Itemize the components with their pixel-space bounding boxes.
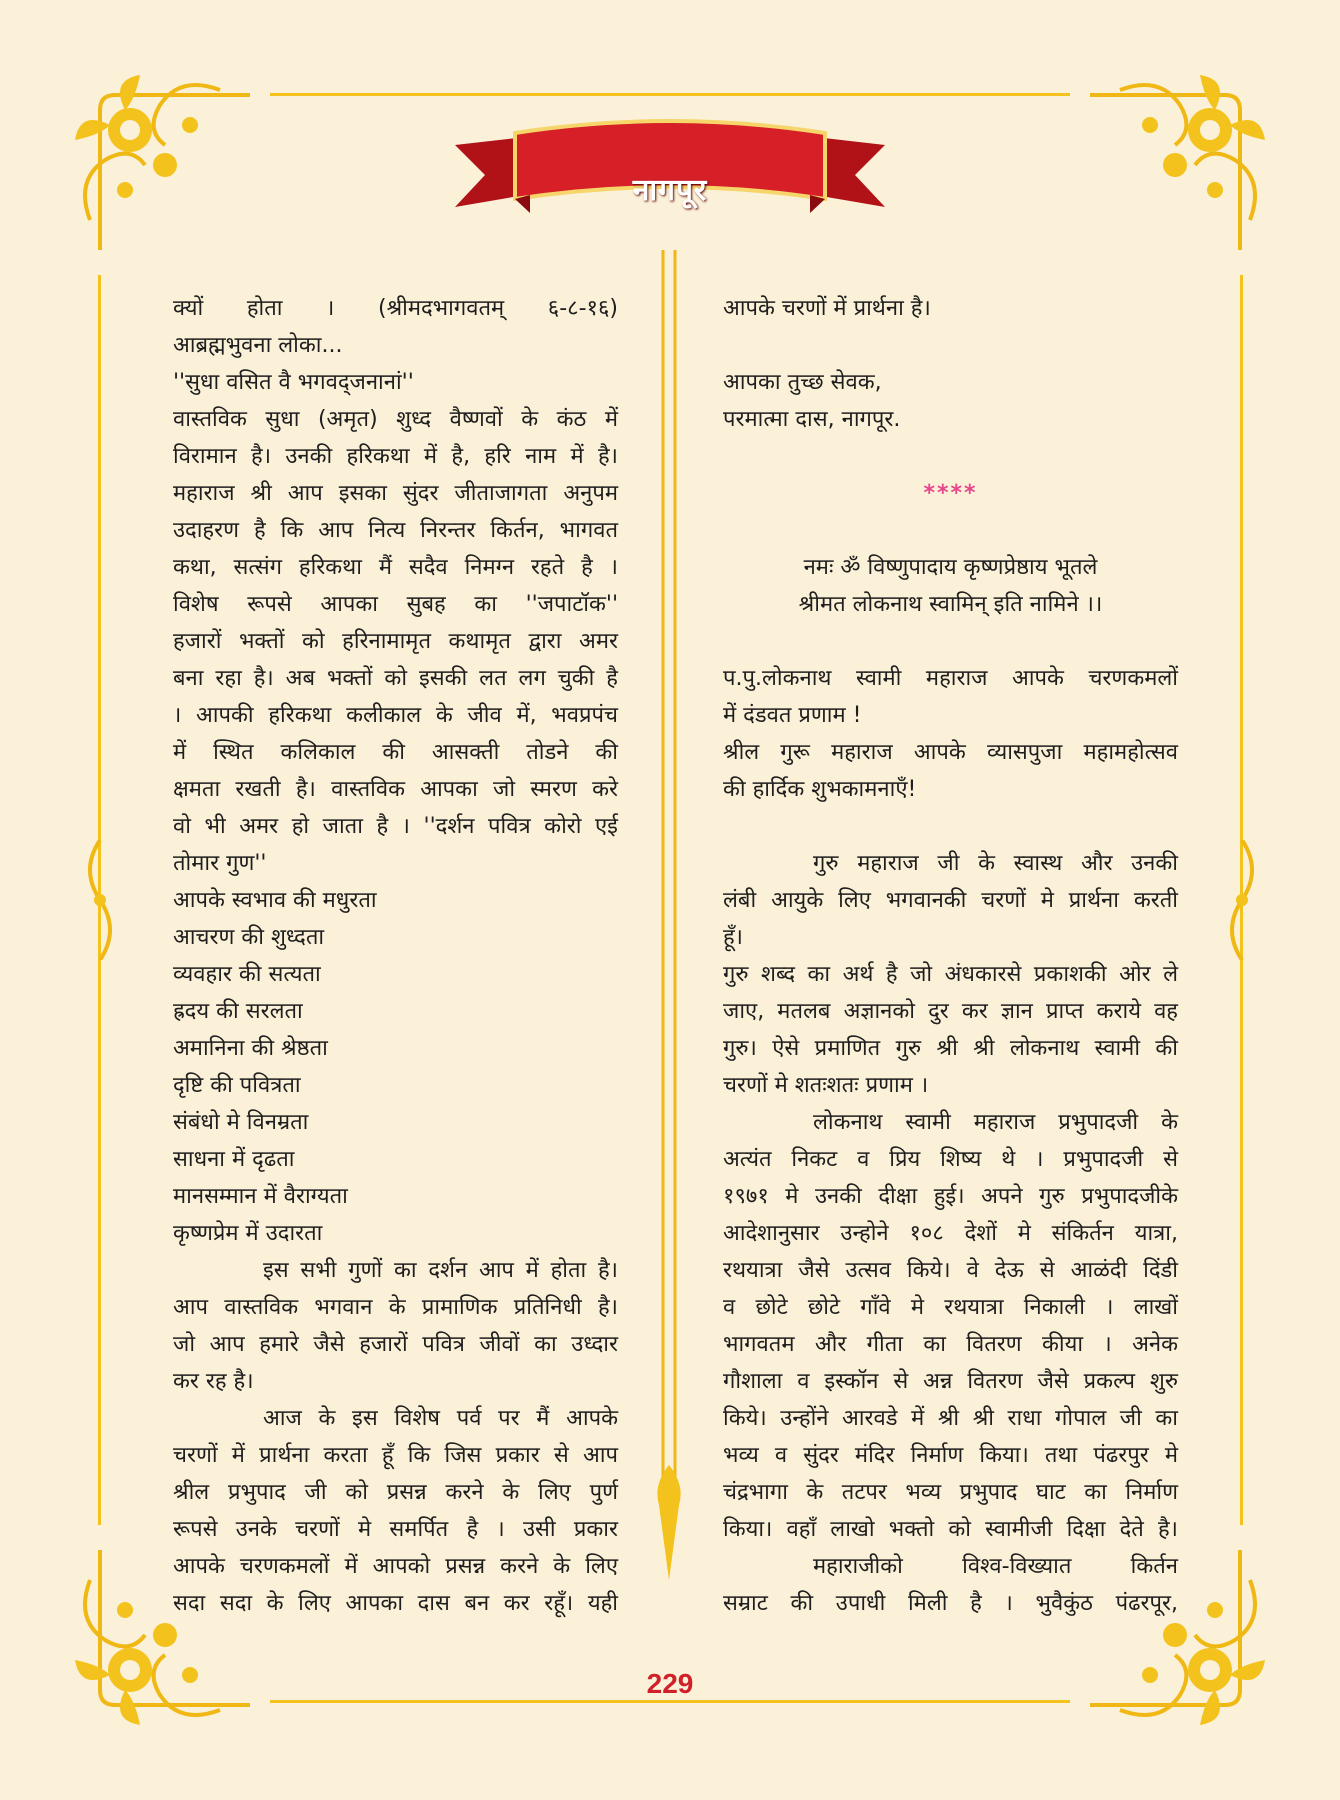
quality-list-item: मानसम्मान में वैराग्यता	[173, 1184, 348, 1209]
frame-top-border	[270, 93, 1070, 96]
text-line: की हार्दिक शुभकामनाएँ!	[723, 777, 917, 802]
section-separator: ****	[923, 481, 978, 506]
text-line: जाए, मतलब अज्ञानको दुर कर ज्ञान प्राप्त कराये वह	[723, 999, 1178, 1024]
page-title: नागपूर	[632, 173, 708, 208]
text-line: श्रील गुरू महाराज आपके व्यासपुजा महामहोत्सव	[723, 740, 1178, 765]
corner-ornament-icon	[1080, 70, 1270, 260]
text-line: रूपसे उनके चरणों मे समर्पित है । उसी प्रकार	[173, 1517, 618, 1542]
quality-list-item: अमानिना की श्रेष्ठता	[173, 1036, 328, 1061]
text-line: वो भी अमर हो जाता है । ''दर्शन पवित्र कोरो एई	[173, 814, 618, 839]
text-line: लंबी आयुके लिए भगवानकी चरणों मे प्रार्थना करती	[723, 888, 1178, 913]
quality-list-item: व्यवहार की सत्यता	[173, 962, 321, 987]
text-line: रथयात्रा जैसे उत्सव किये। वे देऊ से आळंदी दिंडी	[723, 1258, 1178, 1283]
quality-list-item: संबंधो मे विनम्रता	[173, 1110, 309, 1135]
text-line: हजारों भक्तों को हरिनामामृत कथामृत द्वारा अमर	[173, 629, 618, 654]
column-divider-ornament	[651, 250, 687, 1580]
text-line: कथा, सत्संग हरिकथा मैं सदैव निमग्न रहते है ।	[173, 555, 618, 580]
signature-line: आपका तुच्छ सेवक,	[723, 370, 882, 395]
mantra-line: श्रीमत लोकनाथ स्वामिन् इति नामिने ।।	[798, 592, 1103, 617]
text-line: में स्थित कलिकाल की आसक्ती तोडने की	[173, 740, 618, 765]
text-line: महाराज श्री आप इसका सुंदर जीताजागता अनुपम	[173, 481, 618, 506]
text-line: आपके चरणकमलों में आपको प्रसन्न करने के लिए	[173, 1554, 618, 1579]
quality-list-item: ह्रदय की सरलता	[173, 999, 303, 1024]
text-line: हूँ।	[723, 925, 744, 950]
text-line: १९७१ मे उनकी दीक्षा हुई। अपने गुरु प्रभुपादजीके	[723, 1184, 1178, 1209]
text-line: सदा सदा के लिए आपका दास बन कर रहूँ। यही	[173, 1591, 618, 1616]
corner-ornament-icon	[70, 70, 260, 260]
quality-list-item: आपके स्वभाव की मधुरता	[173, 888, 377, 913]
text-line: भव्य व सुंदर मंदिर निर्माण किया। तथा पंढरपुर मे	[723, 1443, 1178, 1468]
quality-list-item: दृष्टि की पवित्रता	[173, 1073, 301, 1098]
mantra-line: नमः ॐ विष्णुपादाय कृष्णप्रेष्ठाय भूतले	[803, 555, 1098, 580]
text-line: गुरु। ऐसे प्रमाणित गुरु श्री श्री लोकनाथ स्वामी की	[723, 1036, 1178, 1061]
text-line: आदेशानुसार उन्होने १०८ देशों मे संकिर्तन यात्रा,	[723, 1221, 1178, 1246]
text-line: उदाहरण है कि आप नित्य निरन्तर किर्तन, भागवत	[173, 518, 618, 543]
text-line: ''सुधा वसित वै भगवद्जनानां''	[173, 370, 414, 395]
text-line: अत्यंत निकट व प्रिय शिष्य थे । प्रभुपादजी से	[723, 1147, 1178, 1172]
quality-list-item: साधना में दृढता	[173, 1147, 295, 1172]
text-line: चंद्रभागा के तटपर भव्य प्रभुपाद घाट का निर्माण	[723, 1480, 1178, 1505]
text-line: जो आप हमारे जैसे हजारों पवित्र जीवों का उध्दार	[173, 1332, 618, 1357]
text-line: प.पु.लोकनाथ स्वामी महाराज आपके चरणकमलों	[723, 666, 1178, 691]
text-line: गौशाला व इस्कॉन से अन्न वितरण जैसे प्रकल्प शुरु	[723, 1369, 1178, 1394]
text-line: किये। उन्होंने आरवडे में श्री श्री राधा गोपाल जी का	[723, 1406, 1178, 1431]
signature-line: परमात्मा दास, नागपूर.	[723, 407, 901, 432]
text-line: गुरु महाराज जी के स्वास्थ और उनकी	[813, 851, 1178, 876]
frame-bottom-border	[270, 1700, 1070, 1703]
left-text-column	[173, 290, 618, 1622]
text-line: चरणों में प्रार्थना करता हूँ कि जिस प्रकार से आप	[173, 1443, 618, 1468]
text-line: बना रहा है। अब भक्तों को इसकी लत लग चुकी है	[173, 666, 618, 691]
text-line: आपके चरणों में प्रार्थना है।	[723, 296, 931, 321]
text-line: में दंडवत प्रणाम !	[723, 703, 862, 728]
text-line: किया। वहाँ लाखो भक्तो को स्वामीजी दिक्षा देते है।	[723, 1517, 1178, 1542]
text-line: सम्राट की उपाधी मिली है । भुवैकुंठ पंढरपूर,	[723, 1591, 1178, 1616]
text-line: महाराजीको विश्व-विख्यात किर्तन	[813, 1554, 1178, 1579]
text-line: विरामान है। उनकी हरिकथा में है, हरि नाम में है।	[173, 444, 618, 469]
text-line: क्षमता रखती है। वास्तविक आपका जो स्मरण करे	[173, 777, 618, 802]
side-scroll-ornament-icon	[1222, 840, 1262, 960]
text-line: कर रह है।	[173, 1369, 254, 1394]
text-line: आज के इस विशेष पर्व पर मैं आपके	[263, 1406, 618, 1431]
text-line: आब्रह्मभुवना लोका...	[173, 333, 343, 358]
page-number: 229	[646, 1668, 694, 1699]
right-text-column	[723, 290, 1178, 1622]
quality-list-item: कृष्णप्रेम में उदारता	[173, 1221, 323, 1246]
text-line: लोकनाथ स्वामी महाराज प्रभुपादजी के	[813, 1110, 1178, 1135]
text-line: क्यों होता । (श्रीमदभागवतम् ६-८-१६)	[173, 296, 618, 321]
text-line: चरणों मे शतःशतः प्रणाम ।	[723, 1073, 929, 1098]
text-line: आप वास्तविक भगवान के प्रामाणिक प्रतिनिधी है।	[173, 1295, 618, 1320]
quality-list-item: आचरण की शुध्दता	[173, 925, 325, 950]
text-line: वास्तविक सुधा (अमृत) शुध्द वैष्णवों के कंठ में	[173, 407, 618, 432]
text-line: विशेष रूपसे आपका सुबह का ''जपाटॉक''	[173, 592, 618, 617]
side-scroll-ornament-icon	[80, 840, 120, 960]
text-line: तोमार गुण''	[173, 851, 267, 876]
text-line: व छोटे छोटे गाँवे मे रथयात्रा निकाली । लाखों	[723, 1295, 1178, 1320]
text-line: गुरु शब्द का अर्थ है जो अंधकारसे प्रकाशकी ओर ले	[723, 962, 1178, 987]
text-line: श्रील प्रभुपाद जी को प्रसन्न करने के लिए पुर्ण	[173, 1480, 618, 1505]
text-line: भागवतम और गीता का वितरण कीया । अनेक	[723, 1332, 1178, 1357]
text-line: । आपकी हरिकथा कलीकाल के जीव में, भवप्रपंच	[173, 703, 618, 728]
text-line: इस सभी गुणों का दर्शन आप में होता है।	[263, 1258, 618, 1283]
